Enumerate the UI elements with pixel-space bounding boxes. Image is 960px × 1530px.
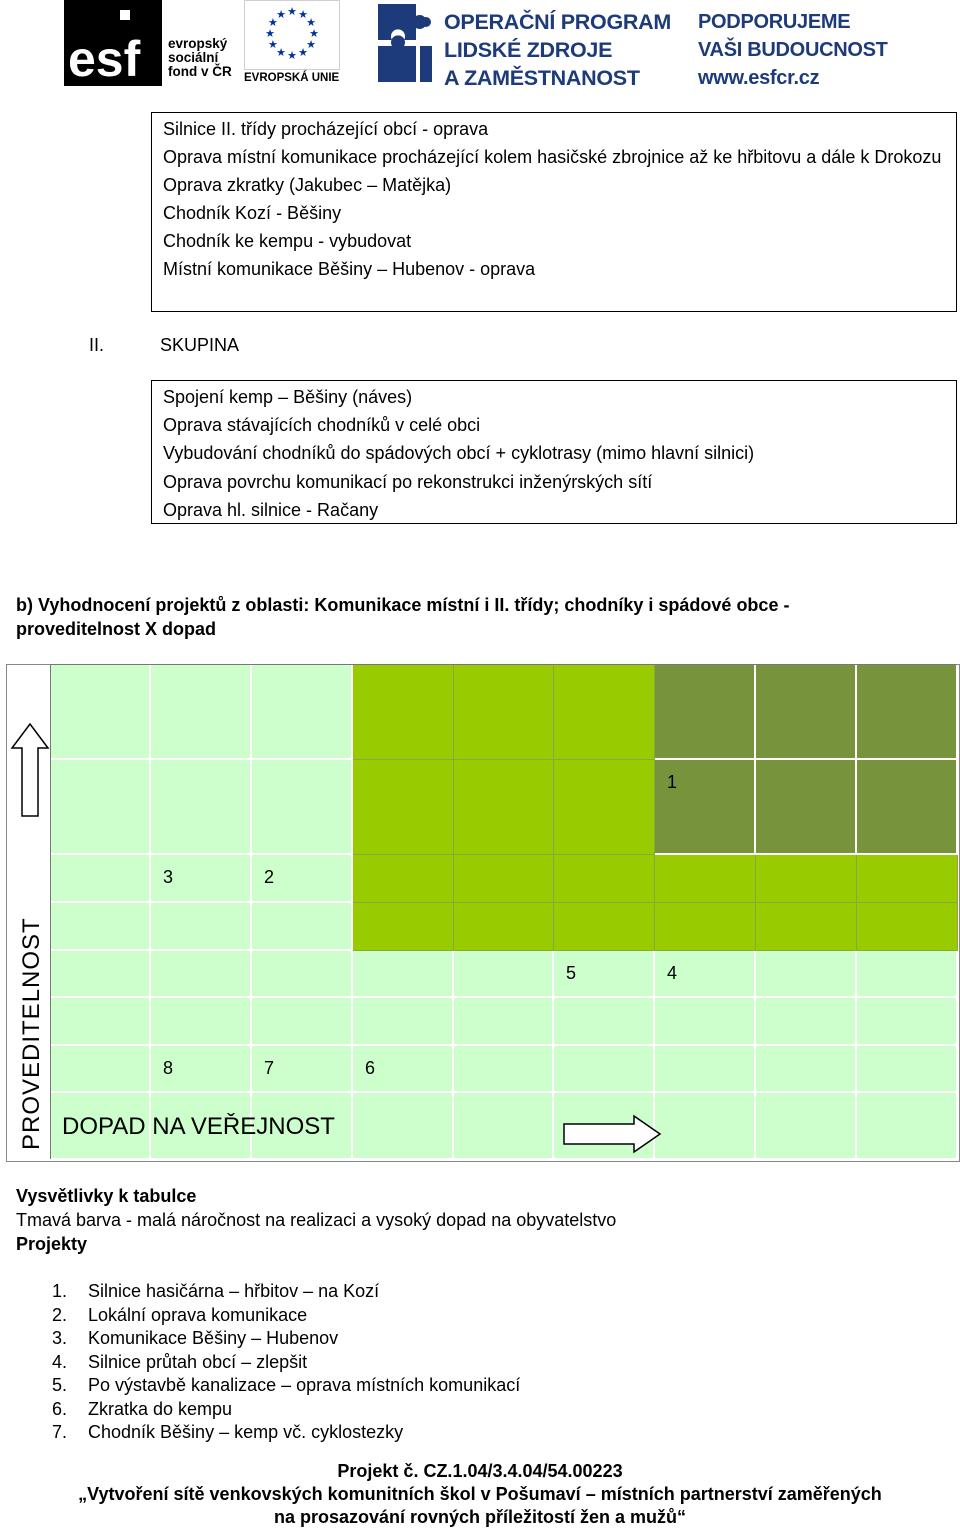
matrix-cell (454, 855, 554, 903)
op-puzzle-icon (376, 2, 434, 84)
matrix-cell (151, 903, 252, 951)
eu-star-icon: ★ (265, 28, 275, 40)
matrix-cell (756, 998, 857, 1046)
evaluation-heading: b) Vyhodnocení projektů z oblasti: Komunikace místní i II. třídy; chodníky i spádové obce - proveditelnost X dopad (16, 595, 790, 639)
footer (0, 1460, 960, 1529)
eu-star-icon: ★ (268, 17, 278, 29)
eu-star-icon: ★ (298, 8, 308, 21)
eu-star-icon: ★ (298, 47, 308, 60)
matrix-cell (756, 1093, 857, 1160)
matrix-cell (554, 998, 655, 1046)
group1-project-list (151, 112, 957, 312)
up-arrow-icon (10, 722, 50, 823)
matrix-cell (51, 665, 151, 760)
matrix-project-number: 8 (163, 1058, 174, 1078)
matrix-cell (454, 998, 554, 1046)
matrix-cell (353, 760, 454, 855)
matrix-cell (655, 998, 756, 1046)
matrix-project-number: 5 (566, 963, 577, 983)
list-item: Silnice II. třídy procházející obcí - oprava (163, 119, 489, 139)
matrix-cell (454, 1046, 554, 1093)
list-item: 6. Zkratka do kempu (52, 1398, 233, 1419)
eu-star-icon: ★ (306, 17, 316, 29)
matrix-project-number: 4 (667, 963, 678, 983)
matrix-cell (51, 951, 151, 998)
matrix-cell (252, 998, 353, 1046)
matrix-project-number: 1 (667, 772, 678, 792)
list-item: Místní komunikace Běšiny – Hubenov - oprava (163, 259, 536, 279)
eu-star-icon: ★ (306, 39, 316, 51)
esf-logo-mark: esf (68, 31, 141, 86)
matrix-cell (454, 903, 554, 951)
matrix-cell (554, 855, 655, 903)
section-number: II. (89, 335, 105, 355)
matrix-cell (857, 998, 958, 1046)
eu-label: EVROPSKÁ UNIE (244, 72, 340, 84)
matrix-cell (857, 1046, 958, 1093)
list-item: 5. Po výstavbě kanalizace – oprava místních komunikací (52, 1375, 521, 1395)
matrix-project-number: 6 (365, 1058, 376, 1078)
group2-project-list (151, 380, 957, 524)
section-title: SKUPINA (160, 335, 240, 355)
matrix-cell (252, 760, 353, 855)
matrix-cell (51, 760, 151, 855)
right-arrow-icon (562, 1114, 662, 1159)
matrix-cell (252, 951, 353, 998)
list-item: 4. Silnice průtah obcí – zlepšit (52, 1351, 308, 1372)
list-item: 3. Komunikace Běšiny – Hubenov (52, 1328, 339, 1348)
matrix-cell (655, 903, 756, 951)
footer-project-title: „Vytvoření sítě venkovských komunitních škol v Pošumaví – místních partnerství zaměřených (78, 1484, 882, 1504)
eu-star-icon: ★ (268, 39, 278, 51)
list-item: Oprava povrchu komunikací po rekonstrukci inženýrských sítí (163, 471, 653, 492)
matrix-cell (655, 665, 756, 760)
matrix-project-number: 2 (264, 867, 275, 887)
matrix-cell (151, 998, 252, 1046)
matrix-project-number: 3 (163, 867, 174, 887)
matrix-cell (353, 903, 454, 951)
list-item: Spojení kemp – Běšiny (náves) (163, 387, 413, 407)
matrix-cell (51, 903, 151, 951)
matrix-cell (756, 760, 857, 855)
matrix-cell (554, 760, 655, 855)
matrix-cell (655, 1046, 756, 1093)
matrix-cell (51, 998, 151, 1046)
matrix-cell (554, 665, 655, 760)
list-item: 1. Silnice hasičárna – hřbitov – na Kozí (52, 1281, 380, 1301)
x-axis-label: DOPAD NA VEŘEJNOST (62, 1113, 335, 1140)
matrix-cell (756, 903, 857, 951)
matrix-cell (151, 760, 252, 855)
matrix-cell (857, 855, 958, 903)
matrix-cell (857, 903, 958, 951)
matrix-cell (252, 665, 353, 760)
y-axis-label: PROVEDITELNOST (18, 917, 45, 1150)
list-item: Chodník ke kempu - vybudovat (163, 231, 412, 251)
op-program-title: OPERAČNÍ PROGRAM LIDSKÉ ZDROJE A ZAMĚSTNANOST (444, 10, 671, 90)
matrix-cell (554, 1046, 655, 1093)
list-item: Vybudování chodníků do spádových obcí + cyklotrasy (mimo hlavní silnici) (163, 443, 755, 464)
eu-star-icon: ★ (287, 6, 297, 18)
matrix-cell (151, 951, 252, 998)
list-item: Oprava hl. silnice - Račany (163, 499, 379, 520)
matrix-cell (454, 760, 554, 855)
list-item: Oprava místní komunikace procházející kolem hasičské zbrojnice až ke hřbitovu a dále k Drokozu (163, 147, 942, 167)
projects-list (52, 1280, 520, 1445)
matrix-project-number: 7 (264, 1058, 275, 1078)
matrix-cell (353, 855, 454, 903)
matrix-cell (353, 998, 454, 1046)
matrix-cell (252, 903, 353, 951)
esf-logo (64, 0, 162, 86)
matrix-cell (151, 665, 252, 760)
evaluation-matrix (50, 664, 957, 1159)
eu-star-icon: ★ (287, 50, 297, 62)
matrix-cell (857, 665, 958, 760)
matrix-cell (353, 951, 454, 998)
footer-project-number: Projekt č. CZ.1.04/3.4.04/54.00223 (337, 1461, 623, 1481)
matrix-cell (51, 855, 151, 903)
matrix-cell (353, 1093, 454, 1160)
list-item: Chodník Kozí - Běšiny (163, 203, 342, 223)
matrix-cell (756, 951, 857, 998)
footer-project-title-cont: na prosazování rovných příležitostí žen a mužů“ (273, 1507, 687, 1527)
esf-logo-text: evropský sociální fond v ČR (168, 36, 232, 79)
eu-star-icon: ★ (276, 47, 286, 60)
matrix-cell (857, 951, 958, 998)
matrix-cell (756, 1046, 857, 1093)
list-item: Oprava stávajících chodníků v celé obci (163, 415, 481, 436)
matrix-cell (655, 1093, 756, 1160)
matrix-cell (353, 665, 454, 760)
matrix-cell (756, 855, 857, 903)
matrix-cell (655, 855, 756, 903)
legend-heading: Vysvětlivky k tabulce (16, 1186, 197, 1206)
matrix-cell (554, 903, 655, 951)
eu-flag-icon (244, 0, 340, 70)
matrix-cell (454, 951, 554, 998)
matrix-cell (454, 665, 554, 760)
projects-heading: Projekty (16, 1234, 88, 1254)
matrix-cell (857, 760, 958, 855)
matrix-cell (857, 1093, 958, 1160)
eu-star-icon: ★ (276, 8, 286, 21)
eu-star-icon: ★ (309, 28, 319, 40)
list-item: Oprava zkratky (Jakubec – Matějka) (163, 175, 452, 195)
matrix-cell (51, 1046, 151, 1093)
support-slogan: PODPORUJEME VAŠI BUDOUCNOST www.esfcr.cz (698, 11, 888, 89)
matrix-cell (756, 665, 857, 760)
list-item: 7. Chodník Běšiny – kemp vč. cyklostezky (52, 1422, 404, 1442)
matrix-cell (454, 1093, 554, 1160)
legend-text: Tmavá barva - malá náročnost na realizaci a vysoký dopad na obyvatelstvo (16, 1210, 617, 1230)
list-item: 2. Lokální oprava komunikace (52, 1304, 308, 1325)
